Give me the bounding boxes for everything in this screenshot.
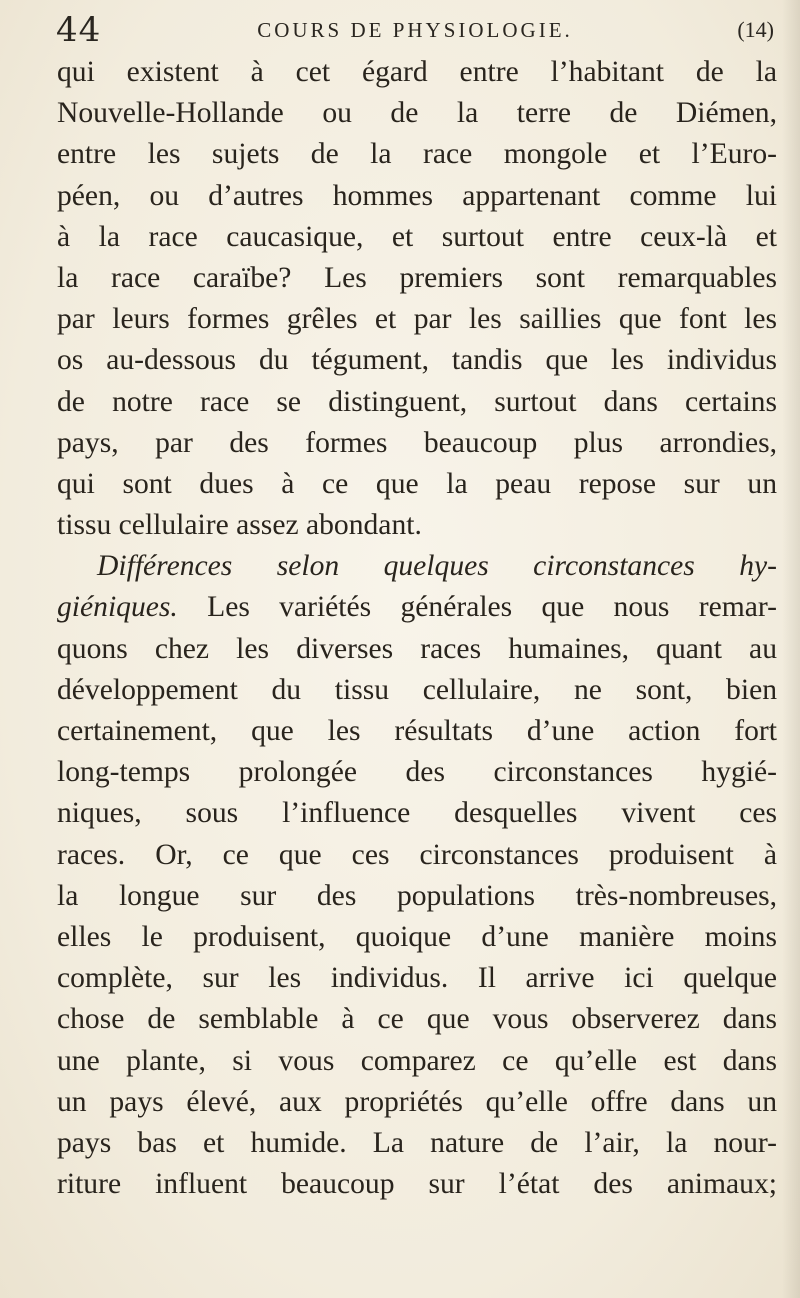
text-line: Nouvelle-Hollande ou de la terre de Diémen, [57,97,777,130]
text-line: os au-dessous du tégument, tandis que les individus [57,344,777,377]
text-line: pays, par des formes beaucoup plus arrondies, [57,426,777,459]
section-heading-line [57,546,777,587]
text-line: long-temps prolongée des circonstances hygié- [57,756,777,789]
text-line: péen, ou d’autres hommes appartenant comme lui [57,179,777,212]
section-heading-italic: giéniques. [57,591,178,624]
text-line: à la race caucasique, et surtout entre ceux-là et [57,220,777,253]
page-header [56,8,774,52]
page-number: 44 [56,10,102,50]
text-line: entre les sujets de la race mongole et l’Euro- [57,138,777,171]
text-line: pays bas et humide. La nature de l’air, la nour- [57,1126,777,1159]
text-line: une plante, si vous comparez ce qu’elle est dans [57,1044,777,1077]
page-edge-shadow [782,0,800,1298]
section-number: (14) [737,17,774,42]
text-line: développement du tissu cellulaire, ne sont, bien [57,673,777,706]
text-line: par leurs formes grêles et par les saillies que font les [57,303,777,336]
text-line: de notre race se distinguent, surtout dans certains [57,385,777,418]
text-line: chose de semblable à ce que vous observerez dans [57,1003,777,1036]
text-line: niques, sous l’influence desquelles vivent ces [57,797,777,830]
text-line: elles le produisent, quoique d’une manière moins [57,920,777,953]
text-line: la race caraïbe? Les premiers sont remarquables [57,261,777,294]
body-text [57,52,777,1205]
text-line: quons chez les diverses races humaines, quant au [57,632,777,665]
section-heading-line [57,587,777,628]
text-line: un pays élevé, aux propriétés qu’elle offre dans un [57,1085,777,1118]
text-line: tissu cellulaire assez abondant. [57,509,422,542]
text-line: races. Or, ce que ces circonstances produisent à [57,838,777,871]
text-line: riture influent beaucoup sur l’état des animaux; [57,1168,777,1201]
text-run: Les variétés générales que nous remar- [177,591,777,624]
running-title: COURS DE PHYSIOLOGIE. [257,18,573,42]
text-line: qui sont dues à ce que la peau repose sur un [57,467,777,500]
text-line: complète, sur les individus. Il arrive ici quelque [57,962,777,995]
text-line: certainement, que les résultats d’une action fort [57,715,777,747]
text-line: qui existent à cet égard entre l’habitant de la [57,56,777,88]
text-line: la longue sur des populations très-nombreuses, [57,879,777,912]
section-heading-italic: Différences selon quelques circonstances hy- [97,550,777,583]
